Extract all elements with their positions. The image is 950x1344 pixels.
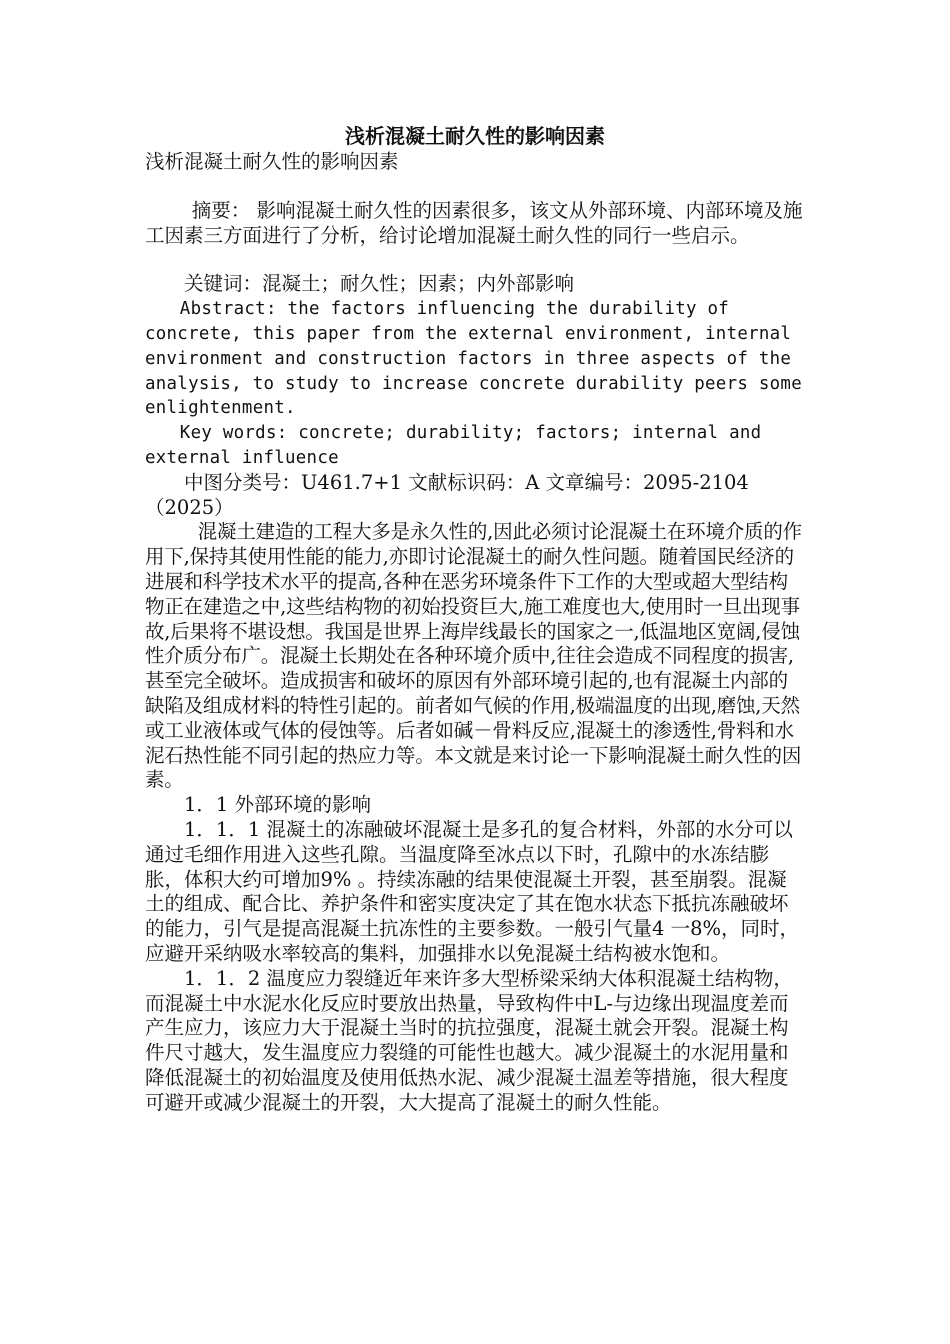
keywords-chinese: 关键词：混凝土；耐久性；因素；内外部影响 bbox=[184, 272, 575, 296]
document-page bbox=[145, 122, 805, 1115]
classification-line: 中图分类号：U461.7+1 文献标识码：A 文章编号：2095-2104（2025） bbox=[145, 470, 749, 519]
section-heading-1-1: 1．1 外部环境的影响 bbox=[184, 793, 372, 817]
section-paragraph-1-1-2: 1．1．2 温度应力裂缝近年来许多大型桥梁采纳大体积混凝土结构物，而混凝土中水泥水化反应时要放出热量，导致构件中L-与边缘出现温度差而产生应力，该应力大于混凝土当时的抗拉强度，混凝土就会开裂。混凝土构件尺寸越大，发生温度应力裂缝的可能性也越大。减少混凝土的水泥用量和降低混凝土的初始温度及使用低热水泥、减少混凝土温差等措施，很大程度可避开或减少混凝土的开裂，大大提高了混凝土的耐久性能。 bbox=[145, 966, 793, 1114]
abstract-english: Abstract: the factors influencing the durability of concrete, this paper from the external environment, internal environment and construction factors in three aspects of the analysis, to study to increase concrete durability peers some enlightenment. bbox=[145, 299, 802, 419]
abstract-chinese: 摘要： 影响混凝土耐久性的因素很多，该文从外部环境、内部环境及施工因素三方面进行了分析，给讨论增加混凝土耐久性的同行一些启示。 bbox=[145, 198, 803, 247]
intro-paragraph: 混凝土建造的工程大多是永久性的,因此必须讨论混凝土在环境介质的作用下,保持其使用性能的能力,亦即讨论混凝土的耐久性问题。随着国民经济的进展和科学技术水平的提高,各种在恶劣环境条件下工作的大型或超大型结构物正在建造之中,这些结构物的初始投资巨大,施工难度也大,使用时一旦出现事故,后果将不堪设想。我国是世界上海岸线最长的国家之一,低温地区宽阔,侵蚀性介质分布广。混凝土长期处在各种环境介质中,往往会造成不同程度的损害,甚至完全破坏。造成损害和破坏的原因有外部环境引起的,也有混凝土内部的缺陷及组成材料的特性引起的。前者如气候的作用,极端温度的出现,磨蚀,天然或工业液体或气体的侵蚀等。后者如碱－骨料反应,混凝土的渗透性,骨料和水泥石热性能不同引起的热应力等。本文就是来讨论一下影响混凝土耐久性的因素。 bbox=[145, 520, 802, 792]
section-paragraph-1-1-1: 1．1．1 混凝土的冻融破坏混凝土是多孔的复合材料，外部的水分可以通过毛细作用进入这些孔隙。当温度降至冰点以下时，孔隙中的水冻结膨胀，体积大约可增加9% 。持续冻融的结果使混凝土开裂，甚至崩裂。混凝土的组成、配合比、养护条件和密实度决定了其在饱水状态下抵抗冻融破坏的能力，引气是提高混凝土抗冻性的主要参数。一般引气量4 一8%，同时，应避开采纳吸水率较高的集料，加强排水以免混凝土结构被水饱和。 bbox=[145, 817, 800, 965]
document-subtitle: 浅析混凝土耐久性的影响因素 bbox=[145, 150, 399, 173]
keywords-english: Key words: concrete; durability; factors; internal and external influence bbox=[145, 423, 762, 468]
document-title: 浅析混凝土耐久性的影响因素 bbox=[345, 124, 605, 148]
